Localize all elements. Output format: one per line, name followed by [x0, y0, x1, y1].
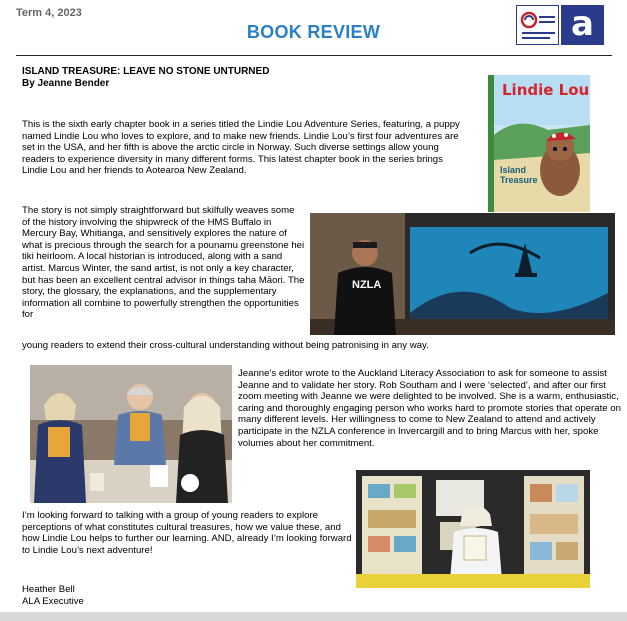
paragraph-closing: I’m looking forward to talking with a group of young readers to explore perceptions of what constitutes cultural treasures, how we value these, and how Lindie Lou helps to further our learning. AND, already I’m looking forward to Lindie Lou’s next adventure! — [22, 510, 352, 556]
book-cover-subtitle — [500, 165, 538, 185]
cafe-group-photo — [30, 365, 232, 503]
article-title: ISLAND TREASURE: LEAVE NO STONE UNTURNED — [22, 66, 270, 77]
header-divider — [16, 55, 612, 56]
paragraph-editor: Jeanne’s editor wrote to the Auckland Literacy Association to ask for someone to assist Jeanne and to validate her story. Rob Southam and I were ‘selected’, and after our first zoom meeting with Jeanne we were delighted to be involved. She is a warm, enthusiastic, caring and thoroughly engaging person who works hard to promote stories that operate on many different levels. Her willingness to come to New Zealand to attend and actively participate in the NZLA conference in Invercargill and to bring Marcus with her, spoke volumes about her commitment. — [238, 368, 621, 449]
conference-booth-photo — [356, 470, 590, 588]
signoff-role: ALA Executive — [22, 596, 84, 607]
nzla-shirt-text: NZLA — [352, 279, 382, 291]
sand-artist-photo — [310, 213, 615, 335]
issue-term: Term 4, 2023 — [16, 7, 82, 19]
ala-logo — [516, 5, 559, 45]
book-cover-image — [488, 75, 590, 212]
ala-letter-logo: a — [561, 5, 604, 45]
book-cover-title: Lindie Lou — [502, 81, 590, 99]
signoff — [22, 584, 84, 608]
book-cover-subtitle-line1: Island — [500, 165, 527, 175]
paragraph-intro: This is the sixth early chapter book in a series titled the Lindie Lou Adventure Series, featuring, a puppy named Lindie Lou who loves to explore, and to make new friends. Lindie Lou’s first four adventures are set in the USA, and her fifth is above the arctic circle in Norway. Such diverse settings allow young readers to experience diversity in many different forms. This latest chapter book in the series brings Lindie Lou and her friends to Aotearoa New Zealand. — [22, 119, 460, 177]
paragraph-story-end: young readers to extend their cross-cultural understanding without being patronising in any way. — [22, 340, 429, 351]
logo-group — [516, 5, 606, 45]
book-cover-subtitle-line2: Treasure — [500, 175, 538, 185]
article-byline: By Jeanne Bender — [22, 78, 110, 89]
article-headline — [22, 66, 269, 90]
signoff-name: Heather Bell — [22, 584, 75, 595]
page-title: BOOK REVIEW — [246, 22, 381, 42]
paragraph-story: The story is not simply straightforward but skilfully weaves some of the history involving the shipwreck of the HMS Buffalo in Mercury Bay, Whitianga, and sensitively explores the nature of what is precious through the search for a pounamu greenstone hei tiki heirloom. A local historian is introduced, along with a sand artist. Marcus Winter, the sand artist, is not only a key character, but has been an excellent central advisor in things taha Māori. The story, the glossary, the explanations, and the supplementary information all combine to powerfully strengthen the opportunities for — [22, 205, 305, 321]
bottom-bar — [0, 612, 627, 621]
